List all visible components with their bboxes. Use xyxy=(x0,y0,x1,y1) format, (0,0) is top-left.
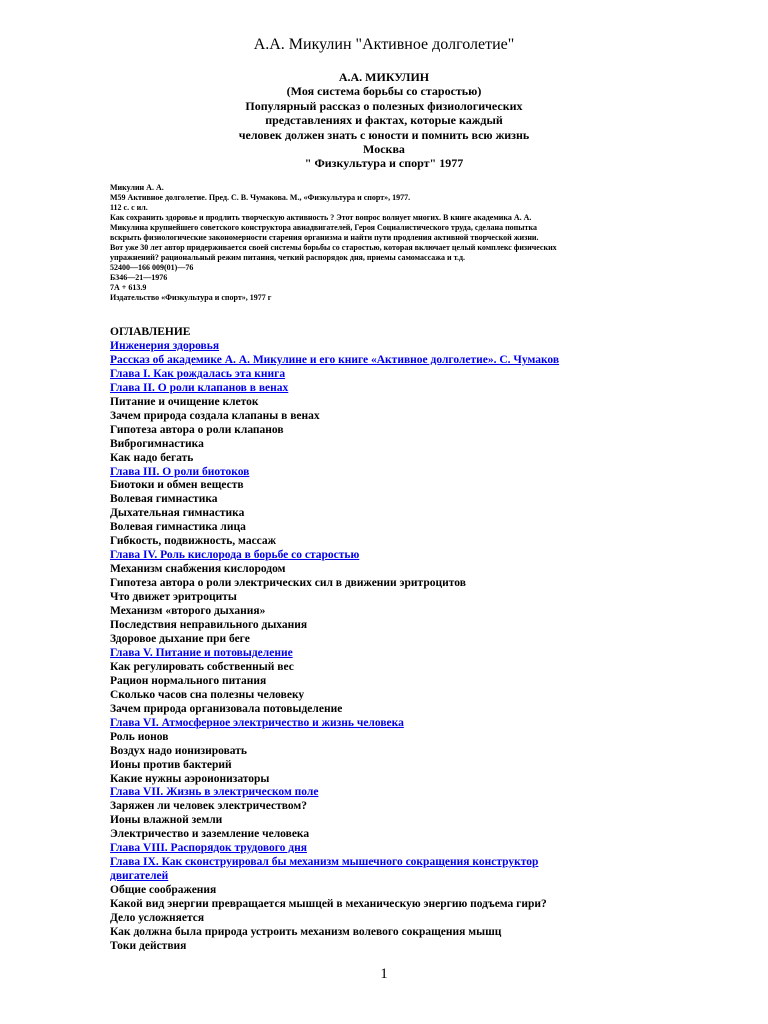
biblio-line: 7А + 613.9 xyxy=(110,283,147,292)
biblio-line: Микулин А. А. xyxy=(110,183,164,192)
toc-link[interactable]: Глава VII. Жизнь в электрическом поле xyxy=(110,786,319,799)
toc-subsection: Зачем природа организовала потовыделение xyxy=(110,702,343,715)
biblio-line: 112 с. с ил. xyxy=(110,203,148,212)
toc-subsection: Гибкость, подвижность, массаж xyxy=(110,535,277,548)
bibliographic-info xyxy=(110,183,650,303)
biblio-line: 52400—166 009(01)—76 xyxy=(110,263,194,272)
toc-subsection: Как надо бегать xyxy=(110,451,194,464)
biblio-line: М59 Активное долголетие. Пред. С. В. Чумакова. М., «Физкультура и спорт», 1977. xyxy=(110,193,411,202)
toc-subsection: Виброгимнастика xyxy=(110,437,204,450)
toc-link[interactable]: Рассказ об академике А. А. Микулине и его книге «Активное долголетие». С. Чумаков xyxy=(110,353,560,366)
toc-link[interactable]: Глава II. О роли клапанов в венах xyxy=(110,381,289,394)
biblio-line: вскрыть физиологические закономерности старения организма и найти пути продления активной творческой жизни. xyxy=(110,233,539,242)
toc-subsection: Ионы влажной земли xyxy=(110,814,223,827)
toc-subsection: Какие нужны аэроионизаторы xyxy=(110,772,270,785)
toc-link[interactable]: Глава V. Питание и потовыделение xyxy=(110,646,293,659)
toc-subsection: Как должна была природа устроить механизм волевого сокращения мышц xyxy=(110,925,502,938)
toc-subsection: Сколько часов сна полезны человеку xyxy=(110,688,305,701)
publication-city: Москва xyxy=(363,142,405,157)
toc-link[interactable]: Глава IV. Роль кислорода в борьбе со старостью xyxy=(110,549,360,562)
toc-link[interactable]: Глава VIII. Распорядок трудового дня xyxy=(110,842,307,855)
biblio-line: упражнений? рациональный режим питания, четкий распорядок дня, приемы самомассажа и т.д. xyxy=(110,253,466,262)
toc-subsection: Механизм «второго дыхания» xyxy=(110,605,266,618)
toc-subsection: Токи действия xyxy=(110,939,187,952)
toc-subsection: Дыхательная гимнастика xyxy=(110,507,245,520)
toc-subsection: Дело усложняется xyxy=(110,912,205,925)
toc-subsection: Последствия неправильного дыхания xyxy=(110,619,308,632)
table-of-contents xyxy=(110,326,670,954)
toc-subsection: Волевая гимнастика xyxy=(110,493,218,506)
toc-subsection: Какой вид энергии превращается мышцей в механическую энергию подъема гири? xyxy=(110,898,547,911)
subtitle-line: представлениях и фактах, которые каждый xyxy=(265,113,503,128)
toc-subsection: Механизм снабжения кислородом xyxy=(110,563,286,576)
toc-subsection: Роль ионов xyxy=(110,730,169,743)
toc-link[interactable]: двигателей xyxy=(110,870,169,883)
toc-subsection: Электричество и заземление человека xyxy=(110,828,310,841)
biblio-line: Как сохранить здоровье и продлить творческую активность ? Этот вопрос волнует многих. В книге академика А. А. xyxy=(110,213,532,222)
subtitle-system: (Моя система борьбы со старостью) xyxy=(286,84,482,99)
toc-link[interactable]: Глава IX. Как сконструировал бы механизм мышечного сокращения конструктор xyxy=(110,856,539,869)
subtitle-line: Популярный рассказ о полезных физиологических xyxy=(245,98,523,113)
page-number: 1 xyxy=(380,966,388,982)
toc-heading: ОГЛАВЛЕНИЕ xyxy=(110,326,191,338)
toc-subsection: Как регулировать собственный вес xyxy=(110,660,294,673)
toc-link[interactable]: Глава I. Как рождалась эта книга xyxy=(110,367,286,380)
publisher-year: " Физкультура и спорт" 1977 xyxy=(304,156,464,171)
toc-subsection: Зачем природа создала клапаны в венах xyxy=(110,409,320,422)
toc-link[interactable]: Инженерия здоровья xyxy=(110,339,220,352)
toc-subsection: Волевая гимнастика лица xyxy=(110,521,246,534)
toc-subsection: Гипотеза автора о роли клапанов xyxy=(110,423,284,436)
biblio-line: Вот уже 30 лет автор придерживается своей системы борьбы со старостью, которая включает целый комплекс физических xyxy=(110,243,557,252)
toc-list xyxy=(110,340,670,954)
toc-subsection: Гипотеза автора о роли электрических сил в движении эритроцитов xyxy=(110,577,466,590)
toc-subsection: Что движет эритроциты xyxy=(110,591,237,604)
subtitle-line: человек должен знать с юности и помнить всю жизнь xyxy=(238,127,530,142)
title-block xyxy=(0,70,768,171)
toc-subsection: Ионы против бактерий xyxy=(110,758,232,771)
biblio-line: Б346—21—1976 xyxy=(110,273,168,282)
toc-subsection: Рацион нормального питания xyxy=(110,674,267,687)
toc-subsection: Воздух надо ионизировать xyxy=(110,744,247,757)
biblio-line: Издательство «Физкультура и спорт», 1977 г xyxy=(110,293,272,302)
toc-link[interactable]: Глава III. О роли биотоков xyxy=(110,465,250,478)
toc-subsection: Биотоки и обмен веществ xyxy=(110,479,244,492)
biblio-line: Микулина крупнейшего советского конструктора авиадвигателей, Героя Социалистического труда, сделана попытка xyxy=(110,223,537,232)
toc-subsection: Заряжен ли человек электричеством? xyxy=(110,800,307,813)
toc-subsection: Здоровое дыхание при беге xyxy=(110,632,250,645)
document-title: А.А. Микулин "Активное долголетие" xyxy=(253,36,515,53)
toc-subsection: Питание и очищение клеток xyxy=(110,395,259,408)
toc-link[interactable]: Глава VI. Атмосферное электричество и жизнь человека xyxy=(110,716,404,729)
toc-subsection: Общие соображения xyxy=(110,884,217,897)
author-name: А.А. МИКУЛИН xyxy=(338,70,430,84)
